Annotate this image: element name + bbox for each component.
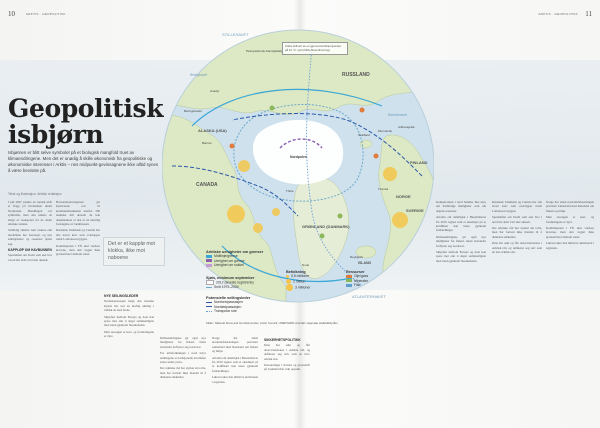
resource-marker <box>338 214 343 219</box>
paragraph: Russland, Danmark og Canada har alle levert krav som overlapper rundt Lomonosovryggen. <box>492 200 542 213</box>
paragraph: Men sesongen er kort, og forsikringene er dyre. <box>546 215 594 224</box>
paragraph: Likevel øker den militære aktiviteten i regionen. <box>212 375 258 384</box>
country-label-finland: FINLAND <box>410 160 428 165</box>
legend-item: Transpolar rute <box>214 309 237 314</box>
paragraph: Norge har siden nordområdesatsingen prioritert samarbeid med Russland om fiskeri og miljø. <box>212 336 258 354</box>
paragraph: Spørsmålet om hvem som eier hva i nord har aldri vært mer aktuelt. <box>492 215 542 224</box>
legend-item: Snitt 1979–2000 <box>214 285 239 290</box>
legend-item: Nordvestpassasjen <box>214 300 243 305</box>
paragraph: For urbefolkningen i nord betyr endringene at tradisjonelle levemåter settes under press. <box>160 351 206 365</box>
legend-routes-title: Potensielle seilingsleder <box>206 296 251 300</box>
article-column-6 <box>264 336 310 422</box>
legend-disputes-title: Arktiske uenigheter om grenser <box>206 250 264 254</box>
paragraph: Skipsfart mellom Europa og Asia kan spare mer enn ti dager sammenlignet med ruten gjennom Suezkanalen. <box>436 250 486 263</box>
legend-swatch <box>206 287 212 288</box>
article-column-9 <box>546 200 594 422</box>
legend-swatch <box>206 280 214 285</box>
country-label-alaska: ALASKA (USA) <box>198 128 227 133</box>
article-column-3 <box>104 292 154 422</box>
legend-swatch <box>206 306 212 307</box>
place-label: Svalbard <box>358 133 370 137</box>
paragraph: Men sesongen er kort, og forsikringene er dyre. <box>104 329 154 339</box>
paragraph: Klimaendringene gir også nye muligheter for fiskeri, mens bestander forflytter seg nordover. <box>436 234 486 248</box>
headline-line-2: isbjørn <box>8 120 104 149</box>
legend-item: Uenighet om sokkel <box>214 263 244 268</box>
paragraph: Det arktiske råd har styrket sin rolle, men har fortsatt ikke mandat til å diskutere sikkerhet. <box>160 366 206 380</box>
place-label: Barrow <box>202 141 212 145</box>
country-label-greenland: GRØNLAND (DANMARK) <box>302 224 350 229</box>
paragraph: Spørsmålet om hvem som eier hva i nord har aldri vært mer aktuelt. <box>8 253 52 262</box>
article-column-2 <box>56 200 100 422</box>
subhead: NYE SEILINGSLEDER <box>104 294 139 298</box>
page-number-right: 11 <box>585 10 592 18</box>
population-circle <box>238 160 250 172</box>
legend-disputes <box>206 250 266 268</box>
population-circle <box>253 223 263 233</box>
place-label: Reykjavik <box>350 255 363 259</box>
legend-swatch <box>346 279 352 282</box>
legend-swatch <box>206 259 212 262</box>
legend-item: Nordøstpassasjen <box>214 304 242 309</box>
byline: Tekst og illustrasjon: Arktisk redaksjon <box>8 192 62 196</box>
place-label: Beringstredet <box>184 109 202 113</box>
paragraph: Havrettskonvensjonen gir kyststatene rett til kontinentalsokkelen utenfor 200 nautiske mil dersom de kan dokumentere at den er en naturlig forlengelse av landmassen. <box>56 200 100 227</box>
running-head-left: ARKTIS · GEOPOLITIKK <box>26 12 66 16</box>
legend-item: Olje/gass <box>354 274 369 279</box>
place-label: Tromsø <box>378 187 389 191</box>
paragraph: Avtalen om delelinjen i Barentshavet fra 2010 regnes som et eksempel på at konflikter kan løses gjennom forhandlinger. <box>436 215 486 233</box>
legend-resources-title: Ressurser <box>346 270 365 274</box>
legend-swatch <box>346 275 352 278</box>
paragraph: Likevel øker den militære aktiviteten i regionen. <box>546 241 594 250</box>
sea-label: ATLANTERHAVET <box>352 294 386 299</box>
article-column-5 <box>212 336 258 422</box>
sea-label: Barentshavet <box>388 113 407 117</box>
country-label-iceland: ISLAND <box>358 261 372 265</box>
legend-routes <box>206 296 276 314</box>
country-label-sweden: SVERIGE <box>406 208 424 213</box>
paragraph: Russland, Danmark og Canada har alle levert krav som overlapper rundt Lomonosovryggen. <box>56 228 100 242</box>
article-column-8 <box>492 200 542 422</box>
paragraph: Kina har søkt og fått observatørstatus i Arktisk råd, og definerer seg selv som en nær-arktisk stat. <box>264 343 310 361</box>
legend-ice <box>206 276 276 290</box>
legend-swatch <box>286 275 289 278</box>
resource-marker <box>320 234 325 239</box>
resource-marker <box>360 108 365 113</box>
legend-item: 3 millioner <box>295 285 311 290</box>
paragraph: Samtidig smelter isen raskere enn modellene har forutsagt, og nye seilingsleder og ressurser åpner seg. <box>8 228 52 246</box>
resource-marker <box>270 106 275 111</box>
paragraph: Investeringer i havner og gruvedrift på Grønland har vakt oppsikt. <box>264 363 310 372</box>
map-annotation: Arktis definert av en gjennomsnittstemperatur på 10 °C i juli (ICES-Abeuntforming) <box>282 42 348 55</box>
population-circle <box>272 208 280 216</box>
headline <box>8 96 183 148</box>
sea-label: Beringhavet <box>190 73 208 77</box>
place-label: Petropavlovsk-Kamtsjatskij <box>246 49 282 53</box>
legend-swatch <box>206 255 212 258</box>
resource-marker <box>374 154 379 159</box>
country-label-russia: RUSSLAND <box>342 72 370 78</box>
running-head-right: ARKTIS · GEOPOLITIKK <box>538 12 578 16</box>
legend-population-title: Befolkning <box>286 270 306 274</box>
article-column-7 <box>436 200 486 422</box>
paragraph: Konkurransen i nord handler like mye om framtidige muligheter som om dagens ressurser. <box>436 200 486 213</box>
lede: Isbjørnen er blitt selve symbolet på et biologisk mangfold truet av klimaendringene. Men det er unødig å skille økonomisk fra geopolitiske og økonomiske interesser i Arktis – nes midpunkt-gevinsagnene ikke alltid synes å være bevisste på. <box>8 150 159 173</box>
place-label: Thule <box>286 189 294 193</box>
legend-ice-title: Sjøis, minimum september <box>206 276 255 280</box>
resource-marker <box>230 144 235 149</box>
legend-item: 2012 (laveste registrerte) <box>216 280 254 285</box>
paragraph: Klimaendringene gir også nye muligheter for fiskeri, mens bestander forflytter seg nordover. <box>160 336 206 349</box>
place-label: Murmansk <box>378 129 393 133</box>
country-label-norway: NORGE <box>396 194 411 199</box>
paragraph: Avtalen om delelinjen i Barentshavet fra 2010 regnes som et eksempel på at konflikter kan løses gjennom forhandlinger. <box>212 355 258 373</box>
legend-population <box>286 270 346 291</box>
place-label: Anadyr <box>210 89 220 93</box>
paragraph: Kina har søkt og fått observatørstatus i Arktisk råd, og definerer seg selv som en nær-arktisk stat. <box>492 241 542 255</box>
legend-item: 0,5 millioner <box>291 274 310 279</box>
map-source: Kilder: National Snow and Ice Data Center; Arctic Council; UNEP/GRID-Arendal; nasjonale statistikkbyråer. <box>206 321 339 325</box>
population-circle <box>392 212 408 228</box>
place-label: Arkhangelsk <box>398 125 415 129</box>
legend-swatch <box>346 284 352 287</box>
legend-swatch <box>206 302 212 303</box>
legend-item: Uenighet om grense <box>214 258 245 263</box>
legend-item: Mineraler <box>354 278 369 283</box>
population-circle <box>383 167 397 181</box>
subhead: KAPPLØP OM HAVBUNNEN <box>8 248 52 253</box>
place-label: Nuuk <box>302 263 310 267</box>
paragraph: Norge har siden nordområdesatsingen prioritert samarbeid med Russland om fiskeri og miljø. <box>546 200 594 213</box>
population-circle <box>227 205 245 223</box>
paragraph: Nordøstpassasjen langs den russiske kysten har sett en kraftig økning i trafikk de siste årene. <box>104 299 154 313</box>
headline-line-1: Geopolitisk <box>8 94 164 123</box>
paragraph: Kommisjonen i FN skal vurdere kravene, men den avgjør ikke grensetvister mellom stater. <box>56 243 100 257</box>
paragraph: Det arktiske råd har styrket sin rolle, men har fortsatt ikke mandat til å diskutere sikkerhet. <box>492 226 542 239</box>
paragraph: Kommisjonen i FN skal vurdere kravene, men den avgjør ikke grensetvister mellom stater. <box>546 226 594 239</box>
legend-swatch <box>286 284 293 291</box>
article-column-4 <box>160 336 206 422</box>
pull-quote: Det er et kapplø mot klokka, ikke mot naboene <box>103 237 165 266</box>
legend-resources <box>346 270 402 288</box>
place-label-north-pole: Nordpolen <box>290 155 307 159</box>
page-number-left: 10 <box>8 10 15 18</box>
legend-item: Fisk <box>354 283 361 288</box>
legend-item: 1 million <box>293 279 306 284</box>
subhead: SIKKERHETSPOLITIKK <box>264 338 301 342</box>
country-label-canada: CANADA <box>196 182 218 188</box>
legend-item: Midtlinje/grense <box>214 254 238 259</box>
paragraph: Skipsfart mellom Europa og Asia kan spare mer enn ti dager sammenlignet med ruten gjennom Suezkanalen. <box>104 314 154 328</box>
legend-swatch <box>206 264 212 267</box>
paragraph: I juli 2007 plantet en russisk ubåt et flagg på havbunnen under Nordpolen. Handlingen var symbolsk, men den utløste en bølge av reaksjoner fra de andre arktiske statene. <box>8 200 52 227</box>
article-column-1 <box>8 200 52 422</box>
sea-label: STILLEHAVET <box>222 32 249 37</box>
legend-swatch <box>206 311 212 312</box>
